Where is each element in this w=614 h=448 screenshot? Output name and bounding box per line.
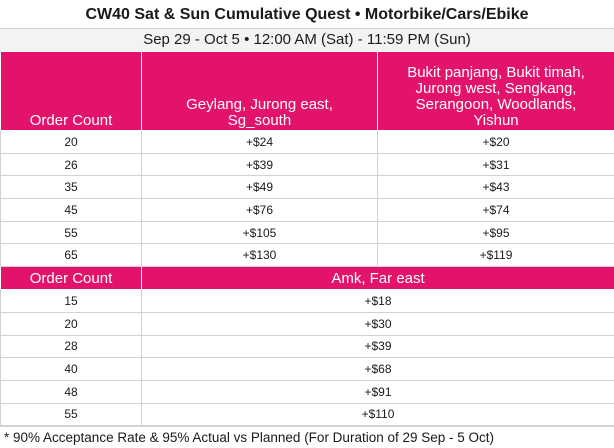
zone-a-reward-cell: +$76 [142, 199, 378, 222]
zone-b-reward-cell: +$95 [378, 221, 614, 244]
order-count-header-2: Order Count [1, 267, 142, 290]
order-count-cell: 15 [1, 290, 142, 313]
zone-a-reward-cell: +$24 [142, 131, 378, 154]
amk-far-east-header: Amk, Far east [142, 267, 614, 290]
table-row [1, 244, 614, 267]
zone-b-reward-cell: +$31 [378, 153, 614, 176]
order-count-header: Order Count [1, 52, 142, 131]
zone-b-reward-cell: +$20 [378, 131, 614, 154]
zone-a-reward-cell: +$130 [142, 244, 378, 267]
table-row [1, 403, 614, 426]
table-row [1, 380, 614, 403]
table-row [1, 221, 614, 244]
table2-header-row [1, 267, 614, 290]
order-count-cell: 28 [1, 335, 142, 358]
amk-far-east-reward-cell: +$91 [142, 380, 614, 403]
table1-header-row [1, 52, 614, 131]
table-row [1, 290, 614, 313]
order-count-cell: 55 [1, 221, 142, 244]
amk-far-east-reward-cell: +$30 [142, 312, 614, 335]
date-range-subtitle: Sep 29 - Oct 5 • 12:00 AM (Sat) - 11:59 PM (Sun) [0, 29, 614, 51]
amk-far-east-reward-cell: +$68 [142, 358, 614, 381]
order-count-cell: 40 [1, 358, 142, 381]
table-row [1, 176, 614, 199]
order-count-cell: 55 [1, 403, 142, 426]
order-count-cell: 20 [1, 312, 142, 335]
zone-a-reward-cell: +$105 [142, 221, 378, 244]
table-row [1, 358, 614, 381]
order-count-cell: 20 [1, 131, 142, 154]
table-row [1, 335, 614, 358]
rewards-table [0, 51, 614, 426]
zone-b-reward-cell: +$43 [378, 176, 614, 199]
amk-far-east-reward-cell: +$18 [142, 290, 614, 313]
order-count-cell: 48 [1, 380, 142, 403]
table-row [1, 199, 614, 222]
order-count-cell: 35 [1, 176, 142, 199]
table-row [1, 153, 614, 176]
page-title: CW40 Sat & Sun Cumulative Quest • Motorbike/Cars/Ebike [0, 0, 614, 29]
order-count-cell: 65 [1, 244, 142, 267]
zone-a-reward-cell: +$39 [142, 153, 378, 176]
zone-a-header: Geylang, Jurong east, Sg_south [142, 52, 378, 131]
amk-far-east-reward-cell: +$110 [142, 403, 614, 426]
table-row [1, 312, 614, 335]
zone-b-header: Bukit panjang, Bukit timah, Jurong west, Sengkang, Serangoon, Woodlands, Yishun [378, 52, 614, 131]
amk-far-east-reward-cell: +$39 [142, 335, 614, 358]
footnote: * 90% Acceptance Rate & 95% Actual vs Planned (For Duration of 29 Sep - 5 Oct) [0, 426, 614, 448]
zone-b-reward-cell: +$74 [378, 199, 614, 222]
order-count-cell: 26 [1, 153, 142, 176]
table-row [1, 131, 614, 154]
zone-a-reward-cell: +$49 [142, 176, 378, 199]
order-count-cell: 45 [1, 199, 142, 222]
zone-b-reward-cell: +$119 [378, 244, 614, 267]
